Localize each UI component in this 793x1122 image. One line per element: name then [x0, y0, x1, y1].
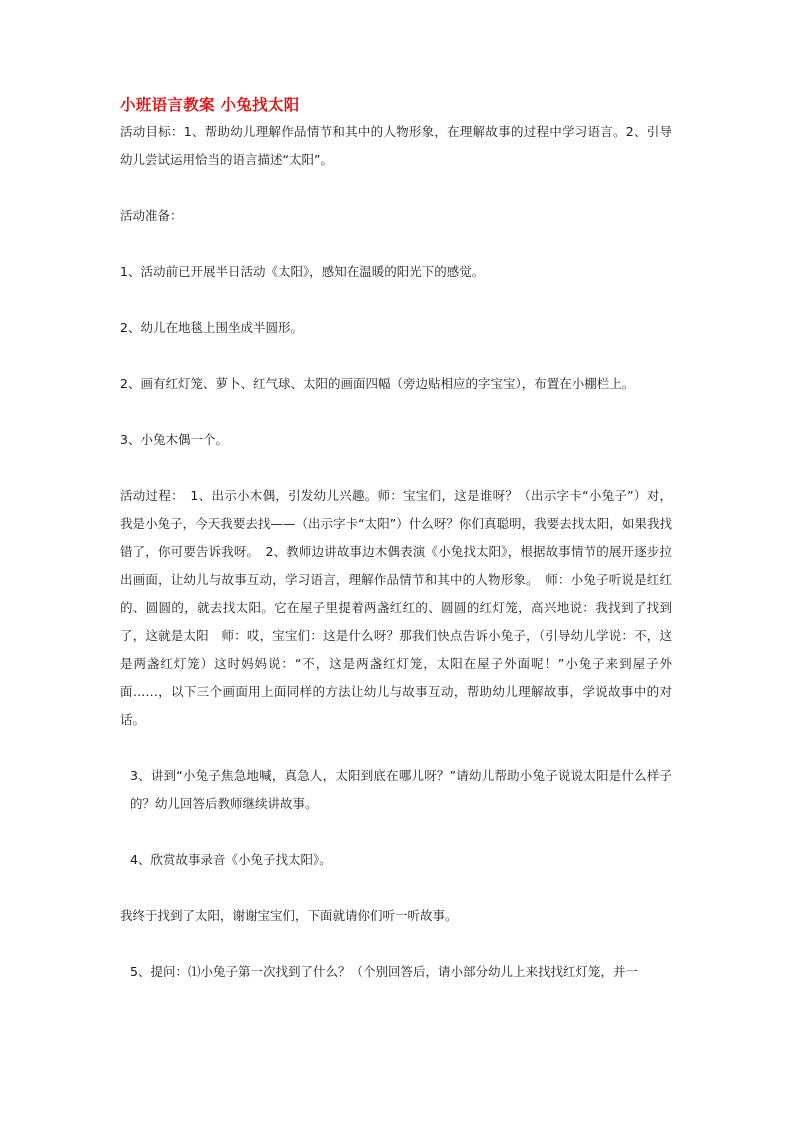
paragraph-spacer: [120, 342, 672, 370]
paragraph-prep-item-2a: 2、幼儿在地毯上围坐成半圆形。: [120, 320, 303, 335]
paragraph-process-step-5: 5、提问：⑴小兔子第一次找到了什么？（个别回答后，请小部分幼儿上来找找红灯笼，并一: [130, 964, 638, 979]
paragraph-prep-item-2b: 2、画有红灯笼、萝卜、红气球、太阳的画面四幅（旁边贴相应的字宝宝），布置在小棚栏上。: [120, 376, 635, 391]
paragraph-spacer: [120, 398, 672, 426]
paragraph-spacer: [120, 230, 672, 258]
paragraph-prep-item-3: 3、小兔木偶一个。: [120, 432, 228, 447]
paragraph-spacer: [120, 174, 672, 202]
paragraph-activity-goals: 活动目标：1、帮助幼儿理解作品情节和其中的人物形象，在理解故事的过程中学习语言。2、引导幼儿尝试运用恰当的语言描述“太阳”。: [120, 124, 672, 167]
paragraph-spacer: [120, 454, 672, 482]
paragraph-spacer: [120, 734, 672, 762]
paragraph-activity-process: 活动过程： 1、出示小木偶，引发幼儿兴趣。师：宝宝们，这是谁呀？（出示字卡“小兔子”）对，我是小兔子，今天我要去找——（出示字卡“太阳”）什么呀？你们真聪明，我要去找太阳，如果我找错了，你可要告诉我呀。 2、教师边讲故事边木偶表演《小兔找太阳》，根据故事情节的展开逐步拉出画面，让幼儿与故事互动，学习语言，理解作品情节和其中的人物形象。 师：小兔子听说是红红的、圆圆的，就去找太阳。它在屋子里提着两盏红红的、圆圆的红灯笼，高兴地说：我找到了找到了，这就是太阳 师：哎，宝宝们：这是什么呀？那我们快点告诉小兔子，（引导幼儿学说：不，这是两盏红灯笼）这时妈妈说：“不，这是两盏红灯笼，太阳在屋子外面呢！”小兔子来到屋子外面……，以下三个画面用上面同样的方法让幼儿与故事互动，帮助幼儿理解故事，学说故事中的对话。: [120, 488, 672, 727]
paragraph-process-step-4: 4、欣赏故事录音《小兔子找太阳》。: [130, 852, 332, 867]
paragraph-teacher-speech: 我终于找到了太阳，谢谢宝宝们，下面就请你们听一听故事。: [120, 908, 458, 923]
paragraph-activity-preparation-heading: 活动准备：: [120, 208, 183, 223]
document-page: [120, 92, 672, 986]
paragraph-process-step-3: 3、讲到“小兔子焦急地喊，真急人，太阳到底在哪儿呀？”请幼儿帮助小兔子说说太阳是什么样子的？幼儿回答后教师继续讲故事。: [130, 768, 672, 811]
document-title: 小班语言教案 小兔找太阳: [120, 95, 300, 114]
paragraph-spacer: [120, 874, 672, 902]
paragraph-spacer: [120, 818, 672, 846]
paragraph-prep-item-1: 1、活动前已开展半日活动《太阳》，感知在温暖的阳光下的感觉。: [120, 264, 485, 279]
paragraph-spacer: [120, 286, 672, 314]
paragraph-spacer: [120, 930, 672, 958]
